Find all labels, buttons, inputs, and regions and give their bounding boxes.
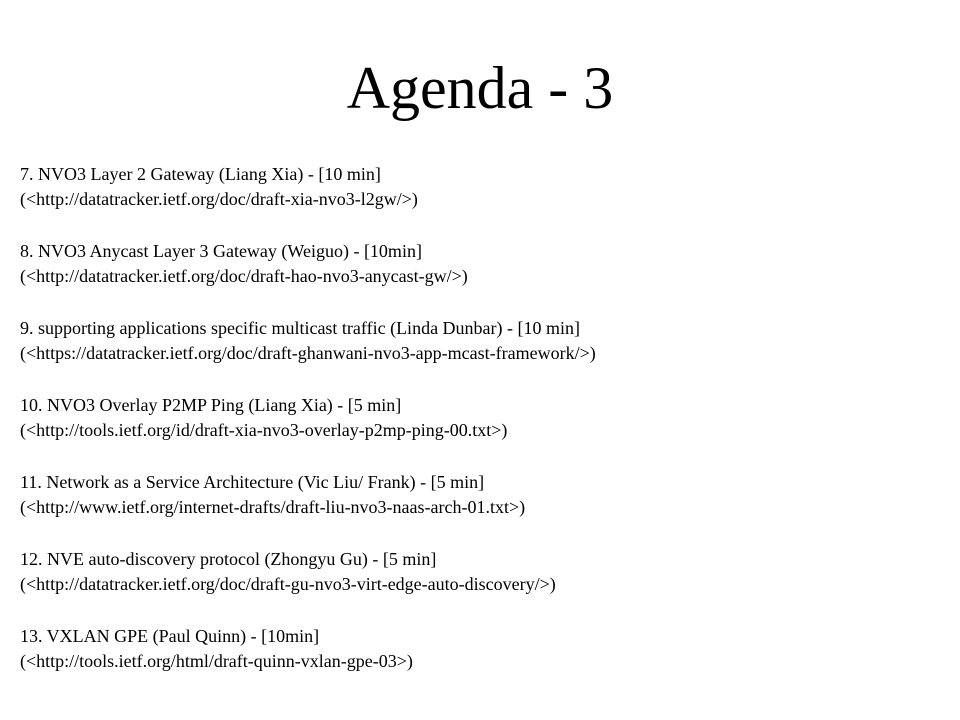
agenda-item-heading: 12. NVE auto-discovery protocol (Zhongyu Gu) - [5 min] (20, 549, 437, 569)
agenda-item-heading: 7. NVO3 Layer 2 Gateway (Liang Xia) - [10 min] (20, 164, 381, 184)
agenda-item-9 (20, 316, 940, 366)
agenda-item-heading: 13. VXLAN GPE (Paul Quinn) - [10min] (20, 626, 320, 646)
agenda-list (20, 162, 940, 674)
agenda-item-link: (<http://tools.ietf.org/html/draft-quinn-vxlan-gpe-03>) (20, 651, 413, 671)
agenda-item-heading: 11. Network as a Service Architecture (Vic Liu/ Frank) - [5 min] (20, 472, 485, 492)
agenda-item-link: (<http://datatracker.ietf.org/doc/draft-gu-nvo3-virt-edge-auto-discovery/>) (20, 574, 556, 594)
agenda-item-heading: 10. NVO3 Overlay P2MP Ping (Liang Xia) - [5 min] (20, 395, 402, 415)
agenda-item-10 (20, 393, 940, 443)
agenda-item-heading: 8. NVO3 Anycast Layer 3 Gateway (Weiguo) - [10min] (20, 241, 422, 261)
agenda-item-link: (<http://datatracker.ietf.org/doc/draft-hao-nvo3-anycast-gw/>) (20, 266, 468, 286)
agenda-item-link: (<https://datatracker.ietf.org/doc/draft-ghanwani-nvo3-app-mcast-framework/>) (20, 343, 596, 363)
agenda-item-heading: 9. supporting applications specific multicast traffic (Linda Dunbar) - [10 min] (20, 318, 581, 338)
agenda-item-12 (20, 547, 940, 597)
agenda-item-7 (20, 162, 940, 212)
agenda-item-13 (20, 624, 940, 674)
agenda-item-link: (<http://datatracker.ietf.org/doc/draft-xia-nvo3-l2gw/>) (20, 189, 418, 209)
slide-title: Agenda - 3 (346, 55, 614, 121)
agenda-item-8 (20, 239, 940, 289)
agenda-item-11 (20, 470, 940, 520)
agenda-item-link: (<http://www.ietf.org/internet-drafts/draft-liu-nvo3-naas-arch-01.txt>) (20, 497, 526, 517)
agenda-item-link: (<http://tools.ietf.org/id/draft-xia-nvo3-overlay-p2mp-ping-00.txt>) (20, 420, 508, 440)
